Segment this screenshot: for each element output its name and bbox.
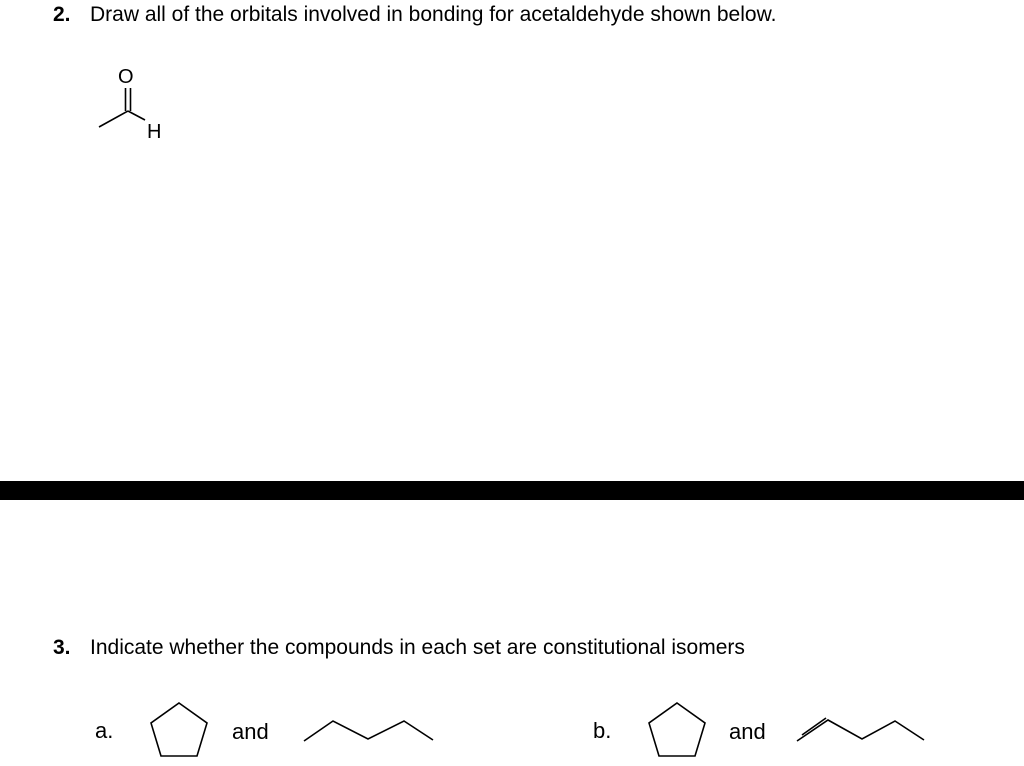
question-2 xyxy=(53,3,776,27)
question-2-text: Draw all of the orbitals involved in bonding for acetaldehyde shown below. xyxy=(90,3,777,26)
question-3-number: 3. xyxy=(53,636,71,659)
part-b-label: b. xyxy=(593,718,612,743)
methyl-bond xyxy=(99,111,128,127)
section-divider xyxy=(0,481,1024,500)
part-b-pentene xyxy=(792,713,932,745)
hydrogen-atom-label: H xyxy=(147,121,162,143)
part-b-cyclopentane xyxy=(646,700,710,762)
part-b-and: and xyxy=(729,719,766,744)
acetaldehyde-structure xyxy=(90,60,180,150)
part-b-double-bond xyxy=(802,718,826,735)
part-a-pentane xyxy=(300,715,440,745)
aldehyde-h-bond xyxy=(128,111,145,120)
part-a-and: and xyxy=(232,719,269,744)
oxygen-atom-label: O xyxy=(118,66,134,88)
question-2-number: 2. xyxy=(53,3,71,26)
question-3-text: Indicate whether the compounds in each set are constitutional isomers xyxy=(90,636,745,659)
part-a-cyclopentane xyxy=(148,700,212,762)
part-a-label: a. xyxy=(95,718,114,743)
question-3 xyxy=(53,636,745,660)
